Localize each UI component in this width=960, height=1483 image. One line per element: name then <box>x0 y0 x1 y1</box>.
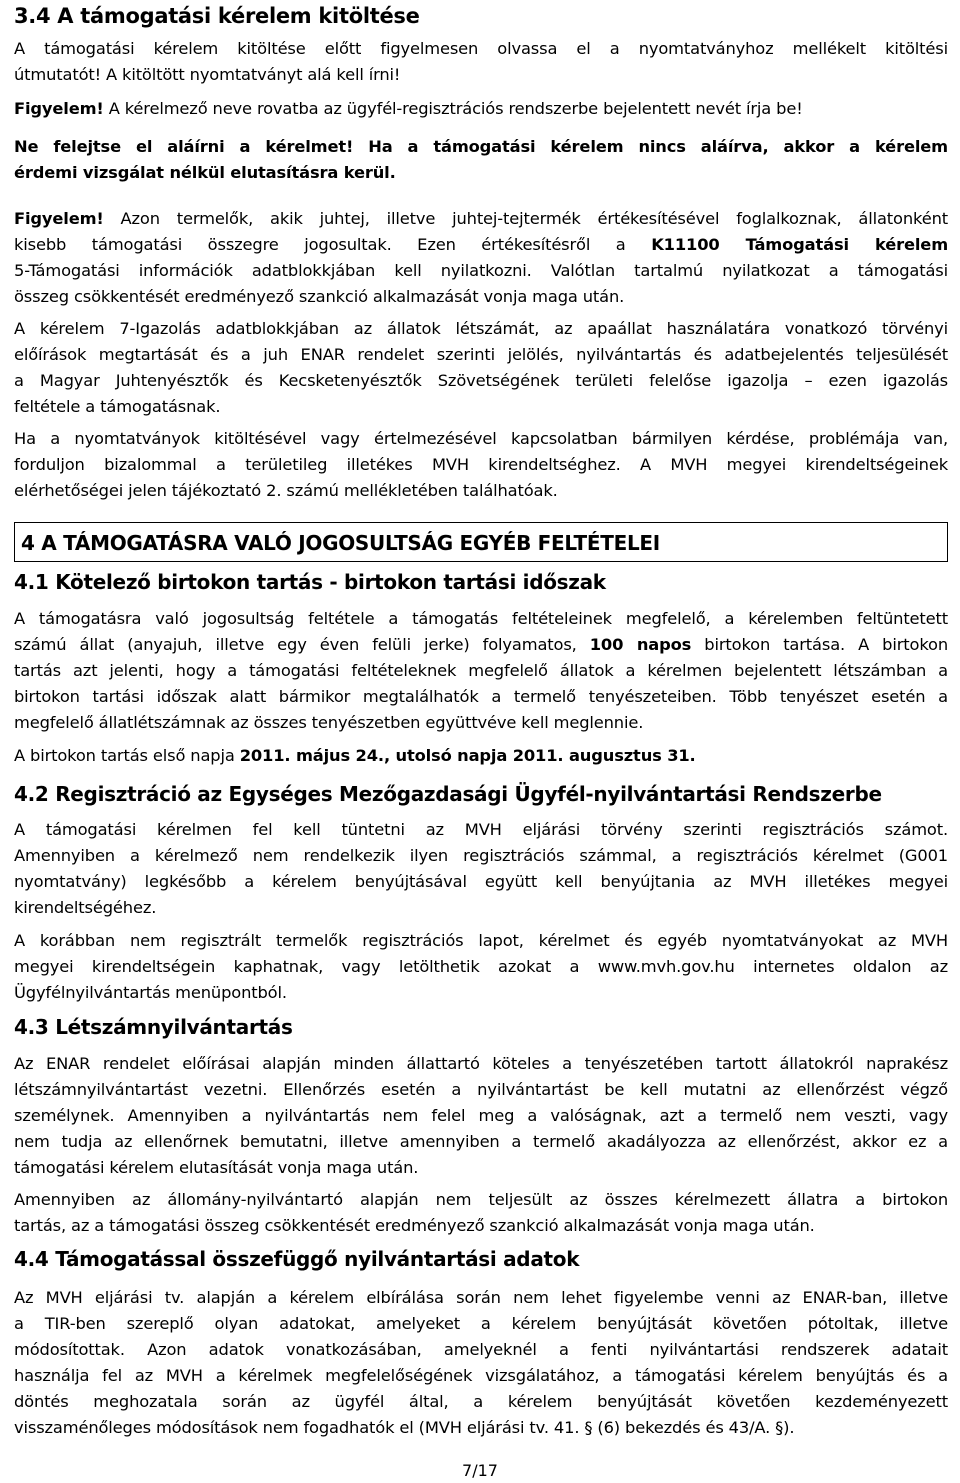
paragraph-certification: A kérelem 7-Igazolás adatblokkjában az állatok létszámát, az apaállat használatára vonatkozó törvényi előírások megtartását és a juh ENAR rendelet szerinti jelölés, nyilvántartás és adatbejelentés teljesülését a Magyar Juhtenyésztők és Kecsketenyésztők Szövetségének területi felelőse igazolja – ezen igazolás feltétele a támogatásnak. <box>14 319 948 416</box>
heading-3-4: 3.4 A támogatási kérelem kitöltése <box>14 4 420 28</box>
paragraph-attention-name: Figyelem! A kérelmező neve rovatba az ügyfél-regisztrációs rendszerbe bejelentett nevét írja be! <box>14 99 803 118</box>
heading-4-4: 4.4 Támogatással összefüggő nyilvántartási adatok <box>14 1247 580 1271</box>
section-4-title: 4 A TÁMOGATÁSRA VALÓ JOGOSULTSÁG EGYÉB FELTÉTELEI <box>21 531 660 555</box>
paragraph-intro: A támogatási kérelem kitöltése előtt figyelmesen olvassa el a nyomtatványhoz mellékelt kitöltési útmutatót! A kitöltött nyomtatványt alá kell írni! <box>14 39 948 84</box>
heading-4-1: 4.1 Kötelező birtokon tartás - birtokon tartási időszak <box>14 570 606 594</box>
heading-4-3: 4.3 Létszámnyilvántartás <box>14 1015 293 1039</box>
page-number: 7/17 <box>462 1461 498 1480</box>
paragraph-registration-forms: A korábban nem regisztrált termelők regisztrációs lapot, kérelmet és egyéb nyomtatványokat az MVH megyei kirendeltségein kaphatnak, vagy letölthetik azokat a www.mvh.gov.hu internetes oldalon az Ügyfélnyilvántartás menüpontból. <box>14 931 948 1002</box>
paragraph-contact: Ha a nyomtatványok kitöltésével vagy értelmezésével kapcsolatban bármilyen kérdése, problémája van, forduljon bizalommal a területileg illetékes MVH kirendeltséghez. A MVH megyei kirendeltségeinek elérhetőségei jelen tájékoztató 2. számú mellékletében találhatóak. <box>14 429 948 500</box>
paragraph-holding-dates: A birtokon tartás első napja 2011. május 24., utolsó napja 2011. augusztus 31. <box>14 746 696 765</box>
paragraph-holding-condition: A támogatásra való jogosultság feltétele a támogatás feltételeinek megfelelő, a kérelemben feltüntetett számú állat (anyajuh, illetve egy éven felüli jerke) folyamatos, 100 napos birtokon tartása. A birtokon tartás azt jelenti, hogy a támogatási feltételeknek megfelelő állatok a kérelmen bejelentett létszámban a birtokon tartási időszak alatt bármikor megtalálhatók a termelő tenyészeteiben. Több tenyészet esetén a megfelelő állatlétszámnak az összes tenyészetben együttvéve kell meglennie. <box>14 609 948 732</box>
paragraph-records-data: Az MVH eljárási tv. alapján a kérelem elbírálása során nem lehet figyelembe venni az ENAR-ban, illetve a TIR-ben szereplő olyan adatokat, amelyeket a kérelem benyújtását követően pótoltak, illetve módosítottak. Azon adatok vonatkozásában, amelyeknél a fenti nyilvántartási rendszerek adatait használja fel az MVH a kérelmek megfelelőségének vizsgálatához, a támogatási kérelem benyújtás és a döntés meghozatala során az ügyfél által, a kérelem benyújtását követően kezdeményezett visszaménőleges módosítások nem fogadhatók el (MVH eljárási tv. 41. § (6) bekezdés és 43/A. §). <box>14 1288 948 1437</box>
section-4-title-box <box>14 522 948 562</box>
heading-4-2: 4.2 Regisztráció az Egységes Mezőgazdasági Ügyfél-nyilvántartási Rendszerbe <box>14 782 882 806</box>
paragraph-sanction: Amennyiben az állomány-nyilvántartó alapján nem teljesült az összes kérelmezett állatra a birtokon tartás, az a támogatási összeg csökkentését eredményező szankció alkalmazását vonja maga után. <box>14 1190 948 1235</box>
paragraph-headcount-records: Az ENAR rendelet előírásai alapján minden állattartó köteles a tenyészetében tartott állatokról naprakész létszámnyilvántartást vezetni. Ellenőrzés esetén a nyilvántartást be kell mutatni az ellenőrzést végző személynek. Amennyiben a nyilvántartás nem felel meg a valóságnak, azt a termelő nem veszti, vagy nem tudja az ellenőrnek bemutatni, illetve amennyiben a termelő akadályozza az ellenőrzést, akkor ez a támogatási kérelem elutasítását vonja maga után. <box>14 1054 948 1177</box>
paragraph-attention-milk: Figyelem! Azon termelők, akik juhtej, illetve juhtej-tejtermék értékesítésével foglalkoznak, állatonként kisebb támogatási összegre jogosultak. Ezen értékesítésről a K11100 Támogatási kérelem 5-Támogatási információk adatblokkjában kell nyilatkozni. Valótlan tartalmú nyilatkozat a támogatási összeg csökkentését eredményező szankció alkalmazását vonja maga után. <box>14 209 949 306</box>
paragraph-sign-warning: Ne felejtse el aláírni a kérelmet! Ha a támogatási kérelem nincs aláírva, akkor a kérelem érdemi vizsgálat nélkül elutasításra kerül. <box>14 137 948 182</box>
paragraph-registration: A támogatási kérelmen fel kell tüntetni az MVH eljárási törvény szerinti regisztrációs számot. Amennyiben a kérelmező nem rendelkezik ilyen regisztrációs számmal, a regisztrációs kérelmet (G001 nyomtatvány) legkésőbb a kérelem benyújtásával együtt kell benyújtania az MVH illetékes megyei kirendeltségéhez. <box>14 820 948 917</box>
